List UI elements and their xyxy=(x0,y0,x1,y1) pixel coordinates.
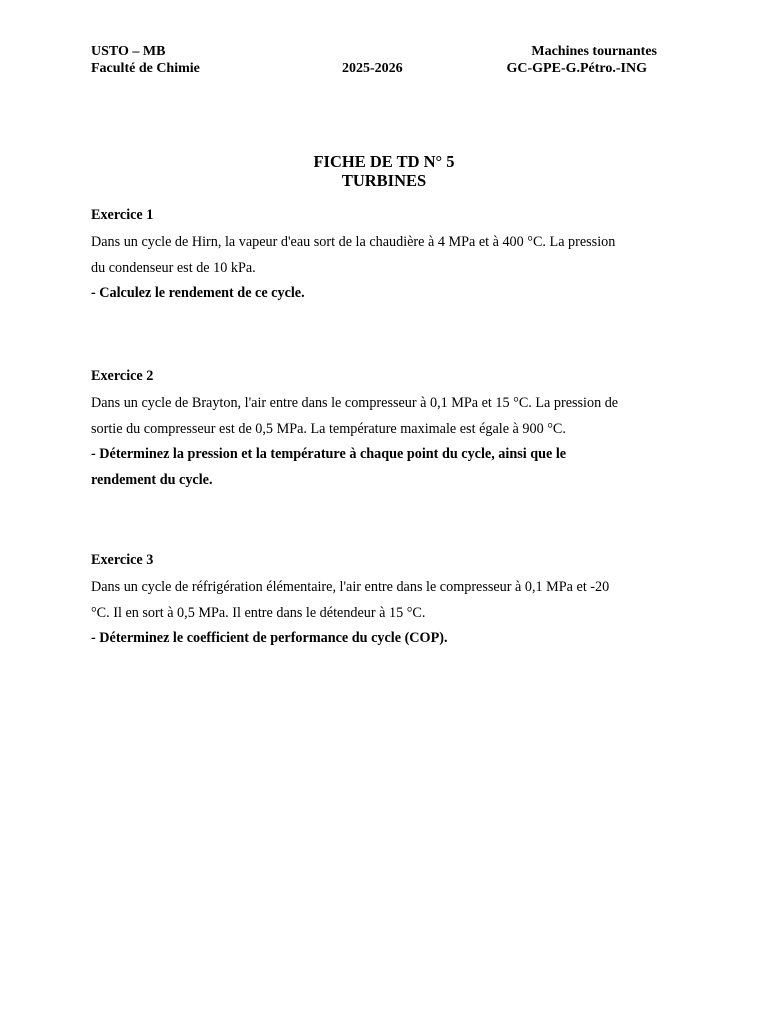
institution-name: USTO – MB xyxy=(91,44,166,59)
exercise-text-line: Dans un cycle de Hirn, la vapeur d'eau sort de la chaudière à 4 MPa et à 400 °C. La pression xyxy=(91,234,616,250)
sheet-title: FICHE DE TD N° 5 xyxy=(313,152,455,171)
exercise-text-line: °C. Il en sort à 0,5 MPa. Il entre dans le détendeur à 15 °C. xyxy=(91,604,426,621)
exercise-title: Exercice 1 xyxy=(91,207,154,223)
exercise-title: Exercice 3 xyxy=(91,552,154,568)
exercise-text-line: Dans un cycle de réfrigération élémentaire, l'air entre dans le compresseur à 0,1 MPa et -20 xyxy=(91,579,610,595)
faculty-name: Faculté de Chimie xyxy=(91,61,200,76)
exercise-text-line: sortie du compresseur est de 0,5 MPa. La température maximale est égale à 900 °C. xyxy=(91,420,566,437)
sheet-subtitle: TURBINES xyxy=(341,171,427,190)
academic-year: 2025-2026 xyxy=(342,61,403,76)
exercise-3 xyxy=(91,552,671,652)
exercise-task-line: - Déterminez le coefficient de performance du cycle (COP). xyxy=(91,630,448,646)
exercise-task-line: rendement du cycle. xyxy=(91,471,213,488)
exercise-1 xyxy=(91,207,671,307)
exercise-text-line: du condenseur est de 10 kPa. xyxy=(91,259,256,276)
exercise-task-line: - Déterminez la pression et la température à chaque point du cycle, ainsi que le xyxy=(91,446,567,462)
exercise-2 xyxy=(91,368,671,493)
exercise-title: Exercice 2 xyxy=(91,368,154,384)
course-name: Machines tournantes xyxy=(531,44,657,59)
exercise-task-line: - Calculez le rendement de ce cycle. xyxy=(91,285,305,301)
exercise-text-line: Dans un cycle de Brayton, l'air entre dans le compresseur à 0,1 MPa et 15 °C. La pression de xyxy=(91,395,619,411)
program-name: GC-GPE-G.Pétro.-ING xyxy=(506,61,647,76)
